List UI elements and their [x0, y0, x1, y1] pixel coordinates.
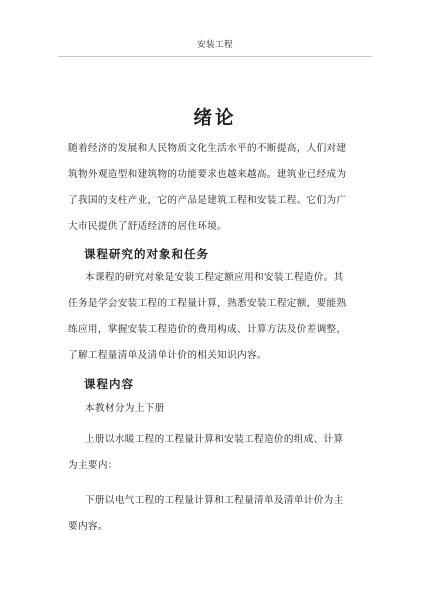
- chapter-title: 绪论: [193, 108, 237, 129]
- section-paragraph: [68, 427, 364, 479]
- paragraph-line: 练应用，掌握安装工程造价的费用构成、计算方法及价差调整，: [68, 324, 347, 335]
- paragraph-line: 筑物外观造型和建筑物的功能要求也越来越高。建筑业已经成为: [68, 169, 347, 180]
- intro-paragraph: [68, 136, 364, 240]
- running-header: 安装工程: [196, 40, 233, 50]
- paragraph-line: 本教材分为上下册: [85, 403, 165, 414]
- paragraph-line: 上册以水暖工程的工程量计算和安装工程造价的组成、计算: [85, 434, 344, 445]
- header-rule: [58, 56, 372, 57]
- paragraph-line: 随着经济的发展和人民物质文化生活水平的不断提高，人们对建: [68, 143, 347, 154]
- paragraph-line: 任务是学会安装工程的工程量计算，熟悉安装工程定额，要能熟: [68, 298, 347, 309]
- section-paragraph: [68, 265, 364, 369]
- paragraph-line: 了我国的支柱产业，它的产品是建筑工程和安装工程。它们为广: [68, 195, 347, 206]
- section-heading: 课程研究的对象和任务: [84, 247, 209, 261]
- section-paragraph: [68, 396, 364, 422]
- section-paragraph: [68, 488, 364, 540]
- paragraph-line: 本课程的研究对象是安装工程定额应用和安装工程造价。其: [85, 272, 344, 283]
- paragraph-line: 要内容。: [68, 521, 108, 532]
- paragraph-line: 大市民提供了舒适经济的居住环境。: [68, 221, 228, 232]
- paragraph-line: 为主要内：: [68, 460, 118, 471]
- section-heading: 课程内容: [84, 377, 134, 391]
- paragraph-line: 了解工程量清单及清单计价的相关知识内容。: [68, 350, 267, 361]
- paragraph-line: 下册以电气工程的工程量计算和工程量清单及清单计价为主: [85, 495, 344, 506]
